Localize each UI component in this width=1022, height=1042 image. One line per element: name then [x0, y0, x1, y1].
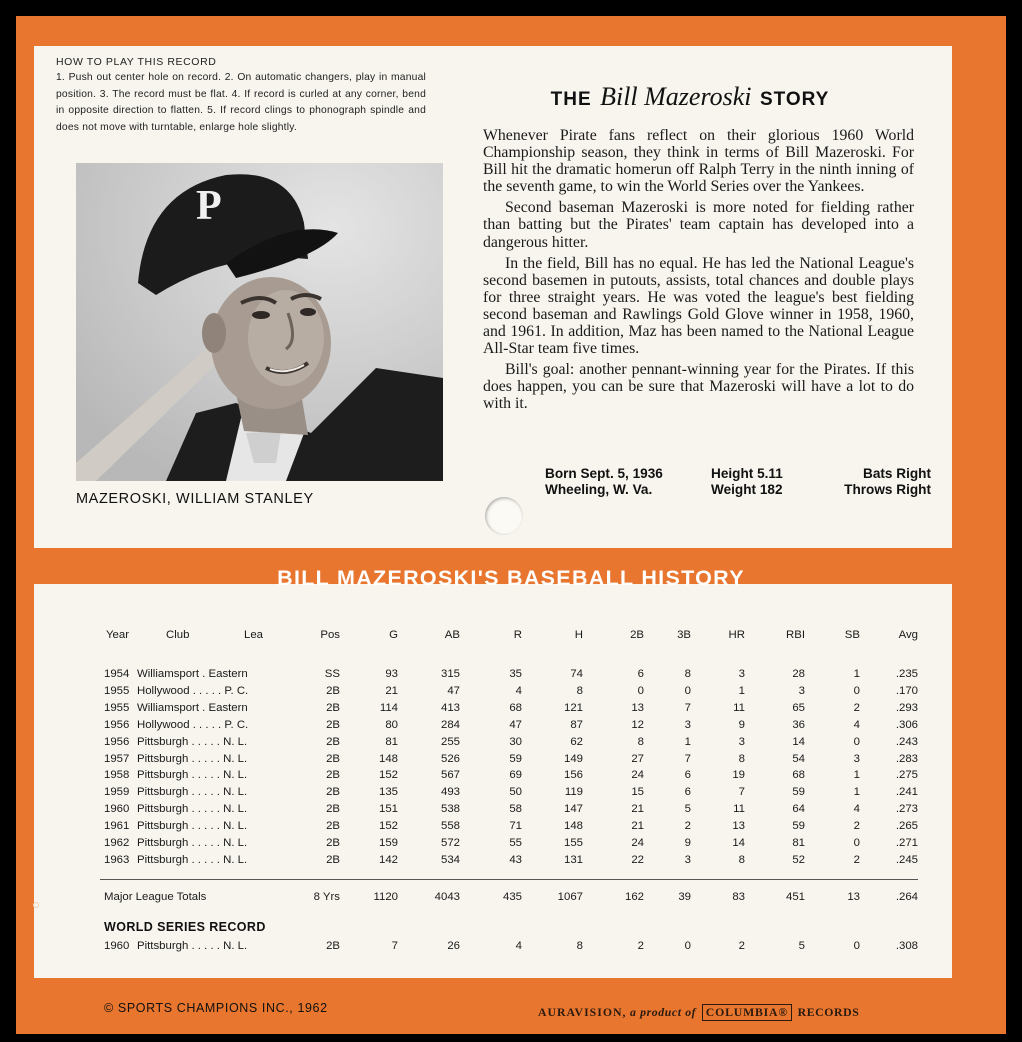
table-cell: 1067 [557, 891, 583, 903]
table-cell: 1960 [104, 940, 130, 952]
table-cell: 155 [563, 837, 583, 849]
table-cell: 69 [509, 769, 522, 782]
birth-place: Wheeling, W. Va. [545, 481, 653, 497]
table-cell: .264 [895, 891, 918, 903]
table-cell: 3 [738, 668, 745, 680]
table-cell: Williamsport . Eastern [137, 701, 248, 714]
table-cell: SS [324, 668, 340, 680]
table-cell: 2 [853, 853, 860, 866]
table-cell: 2B [326, 820, 340, 833]
how-to-play-text: 1. Push out center hole on record. 2. On automatic changers, play in manual position. 3. The record must be flat. 4. If record is curled at any corner, bend in opposite direction to flatten. 5. If record clings to phonograph spindle and does not move with turntable, enlarge hole slightly. [56, 72, 426, 133]
table-cell: 1 [853, 668, 860, 680]
table-cell: 13 [631, 701, 644, 714]
table-cell: .283 [895, 752, 918, 765]
table-cell: 7 [391, 940, 398, 952]
column-header: Club [166, 629, 190, 641]
table-cell: 3 [684, 718, 691, 731]
table-cell: 1 [853, 769, 860, 782]
table-cell: 4 [853, 803, 860, 816]
table-cell: 65 [792, 701, 805, 714]
story-title-pre: THE [550, 89, 592, 110]
bats: Bats Right [863, 466, 931, 481]
table-cell: 315 [440, 668, 460, 680]
world-series-heading: WORLD SERIES RECORD [104, 920, 266, 934]
column-header: Avg [898, 629, 918, 641]
table-cell: Pittsburgh . . . . . N. L. [137, 786, 248, 799]
table-cell: 5 [798, 940, 805, 952]
table-cell: 59 [509, 752, 522, 765]
table-cell: 2 [684, 820, 691, 833]
table-cell: 9 [738, 718, 745, 731]
table-cell: 87 [570, 718, 583, 731]
table-cell: 36 [792, 718, 805, 731]
table-cell: Williamsport . Eastern [137, 668, 248, 680]
record-center-hole[interactable] [485, 497, 523, 535]
story-paragraph: Second baseman Mazeroski is more noted for fielding rather than batting but the Pirates' team captain has developed into a dangerous hitter. [483, 199, 914, 251]
table-cell: 152 [378, 769, 398, 782]
table-cell: 567 [440, 769, 460, 782]
column-header: AB [444, 629, 460, 641]
story-paragraph: In the field, Bill has no equal. He has led the National League's second basemen in putouts, assists, total chances and double plays for three straight years. He was voted the league's best fielding second baseman and Rawlings Gold Glove winner in 1958, 1960, and 1961. In addition, Maz has been named to the National League All-Star team five times. [483, 254, 914, 358]
size-info [711, 466, 783, 497]
table-cell: 55 [509, 837, 522, 849]
table-cell: 1962 [104, 837, 130, 849]
table-cell: 4 [515, 684, 522, 697]
table-cell: Hollywood . . . . . P. C. [137, 684, 249, 697]
how-to-play [56, 54, 426, 136]
table-cell: 159 [378, 837, 398, 849]
table-cell: 538 [440, 803, 460, 816]
table-cell: 43 [509, 853, 522, 866]
table-cell: 80 [385, 718, 398, 731]
birth-info [545, 466, 663, 497]
column-header: RBI [786, 629, 805, 641]
column-header: H [574, 629, 583, 641]
table-cell: 1954 [104, 668, 130, 680]
table-cell: Pittsburgh . . . . . N. L. [137, 940, 248, 952]
how-to-play-title: HOW TO PLAY THIS RECORD [56, 56, 217, 68]
table-cell: 2 [738, 940, 745, 952]
auravision-brand: AURAVISION, [538, 1005, 627, 1019]
table-cell: 11 [733, 803, 745, 816]
table-cell: 21 [631, 803, 644, 816]
table-cell: 2B [326, 837, 340, 849]
table-cell: 534 [440, 853, 460, 866]
table-cell: 83 [732, 891, 745, 903]
table-cell: 0 [637, 684, 644, 697]
table-cell: 135 [378, 786, 398, 799]
table-cell: 11 [733, 701, 745, 714]
table-cell: 8 [576, 940, 583, 952]
columbia-logo-text: COLUMBIA [705, 1005, 779, 1019]
product-of: a product of [630, 1005, 697, 1019]
table-cell: 8 [637, 735, 644, 748]
table-cell: 284 [440, 718, 460, 731]
table-cell: 1963 [104, 853, 130, 866]
table-cell: 152 [378, 820, 398, 833]
table-cell: 493 [440, 786, 460, 799]
table-cell: 13 [847, 891, 860, 903]
copyright: © SPORTS CHAMPIONS INC., 1962 [104, 1001, 328, 1015]
table-cell: 413 [440, 701, 460, 714]
player-photo [76, 163, 443, 481]
table-cell: 2B [326, 853, 340, 866]
table-cell: 15 [631, 786, 644, 799]
table-cell: 1957 [104, 752, 130, 765]
table-cell: 0 [853, 940, 860, 952]
table-cell: 47 [509, 718, 522, 731]
table-cell: .235 [895, 668, 918, 680]
table-cell: 1959 [104, 786, 130, 799]
table-cell: .308 [895, 940, 918, 952]
table-cell: 19 [732, 769, 745, 782]
table-cell: 5 [684, 803, 691, 816]
table-cell: 121 [563, 701, 583, 714]
table-cell: 142 [378, 853, 398, 866]
punch-mark [33, 902, 39, 908]
table-cell: 1955 [104, 684, 130, 697]
table-cell: 148 [563, 820, 583, 833]
table-cell: 148 [378, 752, 398, 765]
table-cell: 81 [792, 837, 805, 849]
table-cell: 1955 [104, 701, 130, 714]
table-cell: 54 [792, 752, 805, 765]
table-cell: 1958 [104, 769, 130, 782]
table-cell: 2B [326, 769, 340, 782]
table-cell: .273 [895, 803, 918, 816]
table-cell: 0 [684, 684, 691, 697]
table-cell: Pittsburgh . . . . . N. L. [137, 752, 248, 765]
table-cell: 526 [440, 752, 460, 765]
table-cell: 3 [738, 735, 745, 748]
table-cell: 6 [684, 786, 691, 799]
table-cell: 2 [853, 701, 860, 714]
columbia-logo [702, 1004, 792, 1021]
table-cell: .243 [895, 735, 918, 748]
table-cell: 14 [792, 735, 805, 748]
table-cell: 28 [792, 668, 805, 680]
table-cell: 2B [326, 684, 340, 697]
table-cell: .245 [895, 853, 918, 866]
table-cell: 114 [379, 701, 398, 714]
story-title [490, 82, 890, 112]
table-cell: Pittsburgh . . . . . N. L. [137, 853, 248, 866]
table-cell: 149 [563, 752, 583, 765]
table-cell: 2B [326, 735, 340, 748]
table-cell: 39 [678, 891, 691, 903]
table-cell: 119 [564, 786, 583, 799]
table-cell: .275 [895, 769, 918, 782]
table-cell: 59 [792, 786, 805, 799]
column-header: Pos [320, 629, 340, 641]
table-cell: 71 [509, 820, 522, 833]
table-cell: Hollywood . . . . . P. C. [137, 718, 249, 731]
table-cell: 27 [631, 752, 644, 765]
column-header: Lea [244, 629, 264, 641]
table-cell: Pittsburgh . . . . . N. L. [137, 735, 248, 748]
table-cell: 59 [792, 820, 805, 833]
table-cell: 22 [631, 853, 644, 866]
table-cell: 2B [326, 718, 340, 731]
table-cell: 3 [684, 853, 691, 866]
table-cell: 21 [631, 820, 644, 833]
table-cell: 93 [385, 668, 398, 680]
story-title-name: Bill Mazeroski [600, 82, 752, 111]
table-cell: 64 [792, 803, 805, 816]
table-cell: 1120 [373, 891, 398, 903]
table-cell: 13 [732, 820, 745, 833]
table-cell: 4 [515, 940, 522, 952]
table-cell: 451 [785, 891, 805, 903]
history-title: BILL MAZEROSKI'S BASEBALL HISTORY [277, 566, 745, 590]
table-cell: 47 [447, 684, 460, 697]
table-cell: 68 [509, 701, 522, 714]
totals-years: 8 Yrs [313, 891, 340, 903]
height: Height 5.11 [711, 466, 783, 481]
table-cell: 1960 [104, 803, 130, 816]
column-header: HR [728, 629, 745, 641]
table-cell: Pittsburgh . . . . . N. L. [137, 803, 248, 816]
table-cell: 6 [637, 668, 644, 680]
table-cell: .265 [895, 820, 918, 833]
table-cell: 4043 [434, 891, 460, 903]
table-cell: 62 [570, 735, 583, 748]
table-cell: 7 [738, 786, 745, 799]
column-header: G [389, 629, 398, 641]
table-cell: 52 [792, 853, 805, 866]
records-text: RECORDS [797, 1005, 860, 1019]
table-cell: 2 [637, 940, 644, 952]
table-cell: 74 [570, 668, 583, 680]
table-cell: 21 [385, 684, 398, 697]
table-cell: 26 [447, 940, 460, 952]
totals-divider [100, 879, 918, 880]
table-cell: .306 [895, 718, 918, 731]
table-cell: 151 [378, 803, 398, 816]
table-cell: 255 [440, 735, 460, 748]
label-credit [538, 1004, 859, 1021]
table-cell: 7 [684, 701, 691, 714]
table-cell: 6 [684, 769, 691, 782]
table-cell: 8 [738, 752, 745, 765]
table-cell: 147 [563, 803, 583, 816]
table-cell: 131 [563, 853, 583, 866]
column-header: 3B [677, 629, 691, 641]
table-cell: 558 [440, 820, 460, 833]
story-paragraph: Bill's goal: another pennant-winning year for the Pirates. If this does happen, you can be sure that Mazeroski will have a lot to do with it. [483, 361, 914, 413]
table-cell: 162 [624, 891, 644, 903]
table-cell: 0 [853, 684, 860, 697]
table-cell: 1 [853, 786, 860, 799]
table-cell: 3 [798, 684, 805, 697]
table-cell: 9 [684, 837, 691, 849]
table-cell: 24 [631, 769, 644, 782]
table-cell: 572 [440, 837, 460, 849]
table-cell: 2B [326, 752, 340, 765]
table-cell: 0 [853, 735, 860, 748]
table-cell: 50 [509, 786, 522, 799]
birth-date: Born Sept. 5, 1936 [545, 466, 663, 481]
story-paragraph: Whenever Pirate fans reflect on their glorious 1960 World Championship season, they think in terms of Bill Mazeroski. For Bill hit the dramatic homerun off Ralph Terry in the ninth inning of the seventh game, to win the World Series over the Yankees. [483, 127, 914, 196]
table-cell: 1956 [104, 718, 130, 731]
table-cell: .241 [895, 786, 918, 799]
table-cell: 4 [853, 718, 860, 731]
cap-letter: P [196, 183, 222, 229]
table-cell: 1961 [104, 820, 130, 833]
table-cell: 58 [509, 803, 522, 816]
table-cell: 24 [631, 837, 644, 849]
table-cell: 1 [684, 735, 691, 748]
table-cell: 68 [792, 769, 805, 782]
table-cell: 435 [502, 891, 522, 903]
table-cell: 2B [326, 701, 340, 714]
column-header: 2B [630, 629, 644, 641]
column-header: SB [844, 629, 860, 641]
table-cell: .293 [895, 701, 918, 714]
table-cell: 14 [732, 837, 745, 849]
table-cell: 2B [326, 803, 340, 816]
totals-label: Major League Totals [104, 891, 207, 903]
table-cell: 35 [509, 668, 522, 680]
table-cell: .271 [895, 837, 918, 849]
table-cell: 81 [385, 735, 398, 748]
photo-caption: MAZEROSKI, WILLIAM STANLEY [76, 491, 314, 507]
weight: Weight 182 [711, 481, 783, 497]
table-cell: 2B [326, 940, 340, 952]
table-cell: 7 [684, 752, 691, 765]
table-cell: 2 [853, 820, 860, 833]
story-title-post: STORY [759, 89, 830, 110]
table-cell: 1956 [104, 735, 130, 748]
table-cell: 1 [738, 684, 745, 697]
table-cell: .170 [895, 684, 918, 697]
table-cell: Pittsburgh . . . . . N. L. [137, 820, 248, 833]
column-header: Year [106, 629, 130, 641]
table-cell: 12 [631, 718, 644, 731]
table-cell: 156 [563, 769, 583, 782]
table-cell: Pittsburgh . . . . . N. L. [137, 837, 248, 849]
table-cell: 2B [326, 786, 340, 799]
table-cell: 0 [684, 940, 691, 952]
table-cell: 8 [684, 668, 691, 680]
table-cell: 8 [738, 853, 745, 866]
handedness-info [826, 466, 931, 497]
table-cell: 8 [576, 684, 583, 697]
table-cell: 3 [853, 752, 860, 765]
registered-mark: ® [778, 1005, 789, 1019]
column-header: R [513, 629, 522, 641]
table-cell: 30 [509, 735, 522, 748]
throws: Throws Right [844, 481, 931, 497]
story-text [483, 127, 914, 417]
table-cell: 0 [853, 837, 860, 849]
table-cell: Pittsburgh . . . . . N. L. [137, 769, 248, 782]
